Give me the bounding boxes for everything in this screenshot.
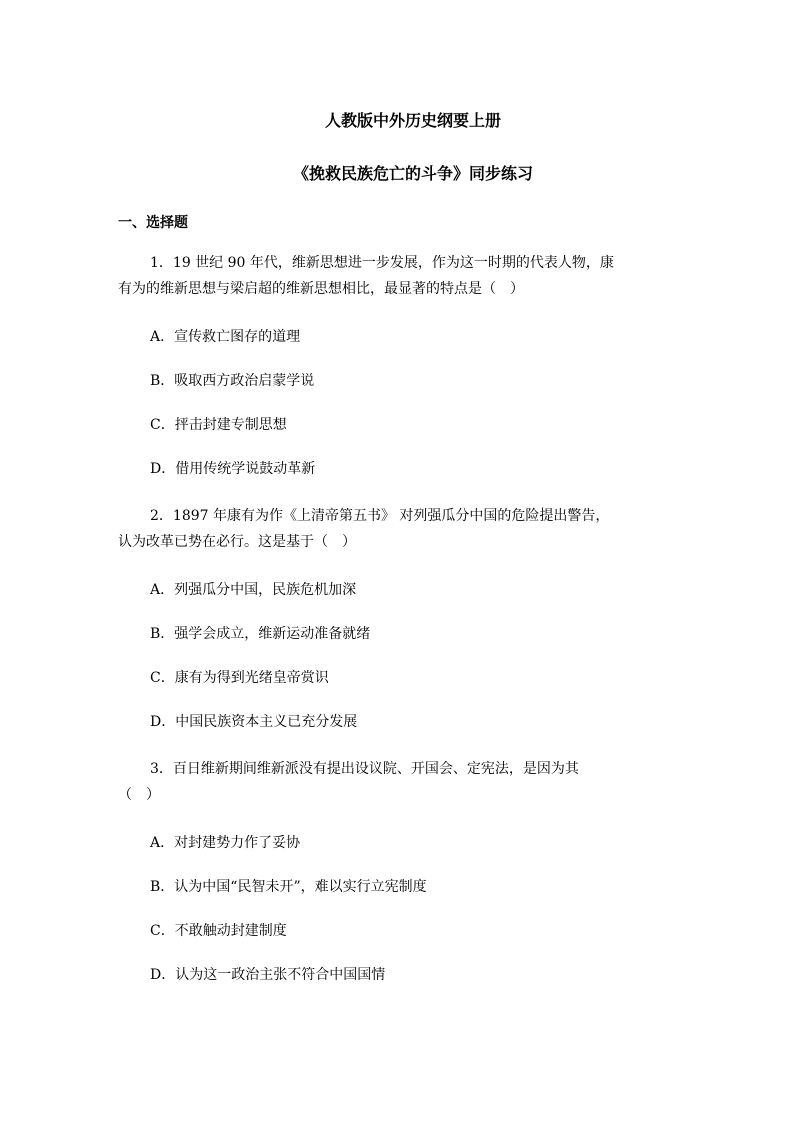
question-1-stem: [118, 250, 678, 302]
question-1-option-c: C．抨击封建专制思想: [150, 417, 287, 433]
question-3-option-d: D．认为这一政治主张不符合中国国情: [150, 967, 386, 983]
question-3-option-b: B．认为中国“民智未开”，难以实行立宪制度: [150, 879, 427, 895]
question-2-option-a: A．列强瓜分中国，民族危机加深: [150, 582, 357, 598]
question-line: 认为改革已势在必行。这是基于（ ）: [118, 534, 356, 550]
question-3-option-c: C．不敢触动封建制度: [150, 923, 287, 939]
question-2-option-d: D．中国民族资本主义已充分发展: [150, 714, 358, 730]
question-3-option-a: A．对封建势力作了妥协: [150, 835, 301, 851]
question-2-stem: [118, 503, 678, 555]
question-line: 2．1897 年康有为作《上清帝第五书》 对列强瓜分中国的危险提出警告，: [150, 508, 610, 524]
document-title: 人教版中外历史纲要上册: [324, 111, 501, 130]
question-1-option-b: B．吸取西方政治启蒙学说: [150, 373, 315, 389]
question-2-option-b: B．强学会成立，维新运动准备就绪: [150, 626, 371, 642]
question-line: （ ）: [118, 787, 160, 803]
question-1-option-a: A．宣传救亡图存的道理: [150, 329, 301, 345]
question-line: 有为的维新思想与梁启超的维新思想相比，最显著的特点是（ ）: [118, 281, 524, 297]
question-line: 1．19 世纪 90 年代，维新思想进一步发展，作为这一时期的代表人物，康: [150, 255, 614, 271]
section-heading: 一、选择题: [118, 215, 188, 231]
question-1-option-d: D．借用传统学说鼓动革新: [150, 461, 316, 477]
question-line: 3．百日维新期间维新派没有提出设议院、开国会、定宪法，是因为其: [150, 761, 579, 777]
question-2-option-c: C．康有为得到光绪皇帝赏识: [150, 670, 329, 686]
document-subtitle: 《挽救民族危亡的斗争》同步练习: [292, 164, 533, 183]
question-3-stem: [118, 756, 678, 808]
